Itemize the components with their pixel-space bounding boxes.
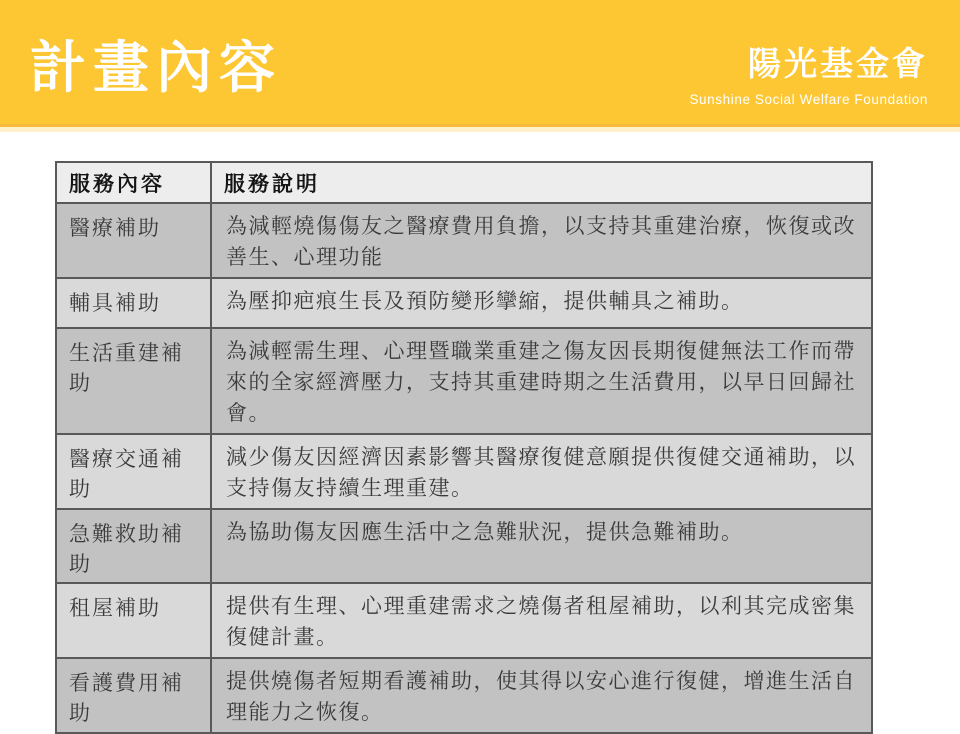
- service-description: 減少傷友因經濟因素影響其醫療復健意願提供復健交通補助，以支持傷友持續生理重建。: [211, 434, 872, 509]
- table-row: [56, 509, 872, 583]
- column-header-description: 服務說明: [211, 162, 872, 203]
- service-description: 為壓抑疤痕生長及預防變形攣縮，提供輔具之補助。: [211, 278, 872, 328]
- table-row: [56, 434, 872, 509]
- service-name: 急難救助補助: [56, 509, 211, 583]
- service-description: 提供燒傷者短期看護補助，使其得以安心進行復健，增進生活自理能力之恢復。: [211, 658, 872, 733]
- column-header-service: 服務內容: [56, 162, 211, 203]
- page-title: 計畫內容: [30, 36, 282, 99]
- service-description: 為減輕需生理、心理暨職業重建之傷友因長期復健無法工作而帶來的全家經濟壓力，支持其重建時期之生活費用，以早日回歸社會。: [211, 328, 872, 434]
- brand-logo: [689, 38, 928, 107]
- brand-name: 陽光基金會: [748, 45, 928, 82]
- table-row: [56, 583, 872, 658]
- brand-subtitle: Sunshine Social Welfare Foundation: [689, 92, 928, 107]
- table-row: [56, 328, 872, 434]
- service-description: 為協助傷友因應生活中之急難狀況，提供急難補助。: [211, 509, 872, 583]
- table-row: [56, 203, 872, 278]
- service-name: 輔具補助: [56, 278, 211, 328]
- table-header-row: [56, 162, 872, 203]
- service-name: 生活重建補助: [56, 328, 211, 434]
- table-row: [56, 658, 872, 733]
- services-table: [55, 161, 873, 734]
- service-name: 租屋補助: [56, 583, 211, 658]
- service-description: 為減輕燒傷傷友之醫療費用負擔，以支持其重建治療，恢復或改善生、心理功能: [211, 203, 872, 278]
- table-row: [56, 278, 872, 328]
- title-band: [0, 0, 960, 127]
- service-name: 醫療補助: [56, 203, 211, 278]
- service-description: 提供有生理、心理重建需求之燒傷者租屋補助，以利其完成密集復健計畫。: [211, 583, 872, 658]
- service-name: 看護費用補助: [56, 658, 211, 733]
- service-name: 醫療交通補助: [56, 434, 211, 509]
